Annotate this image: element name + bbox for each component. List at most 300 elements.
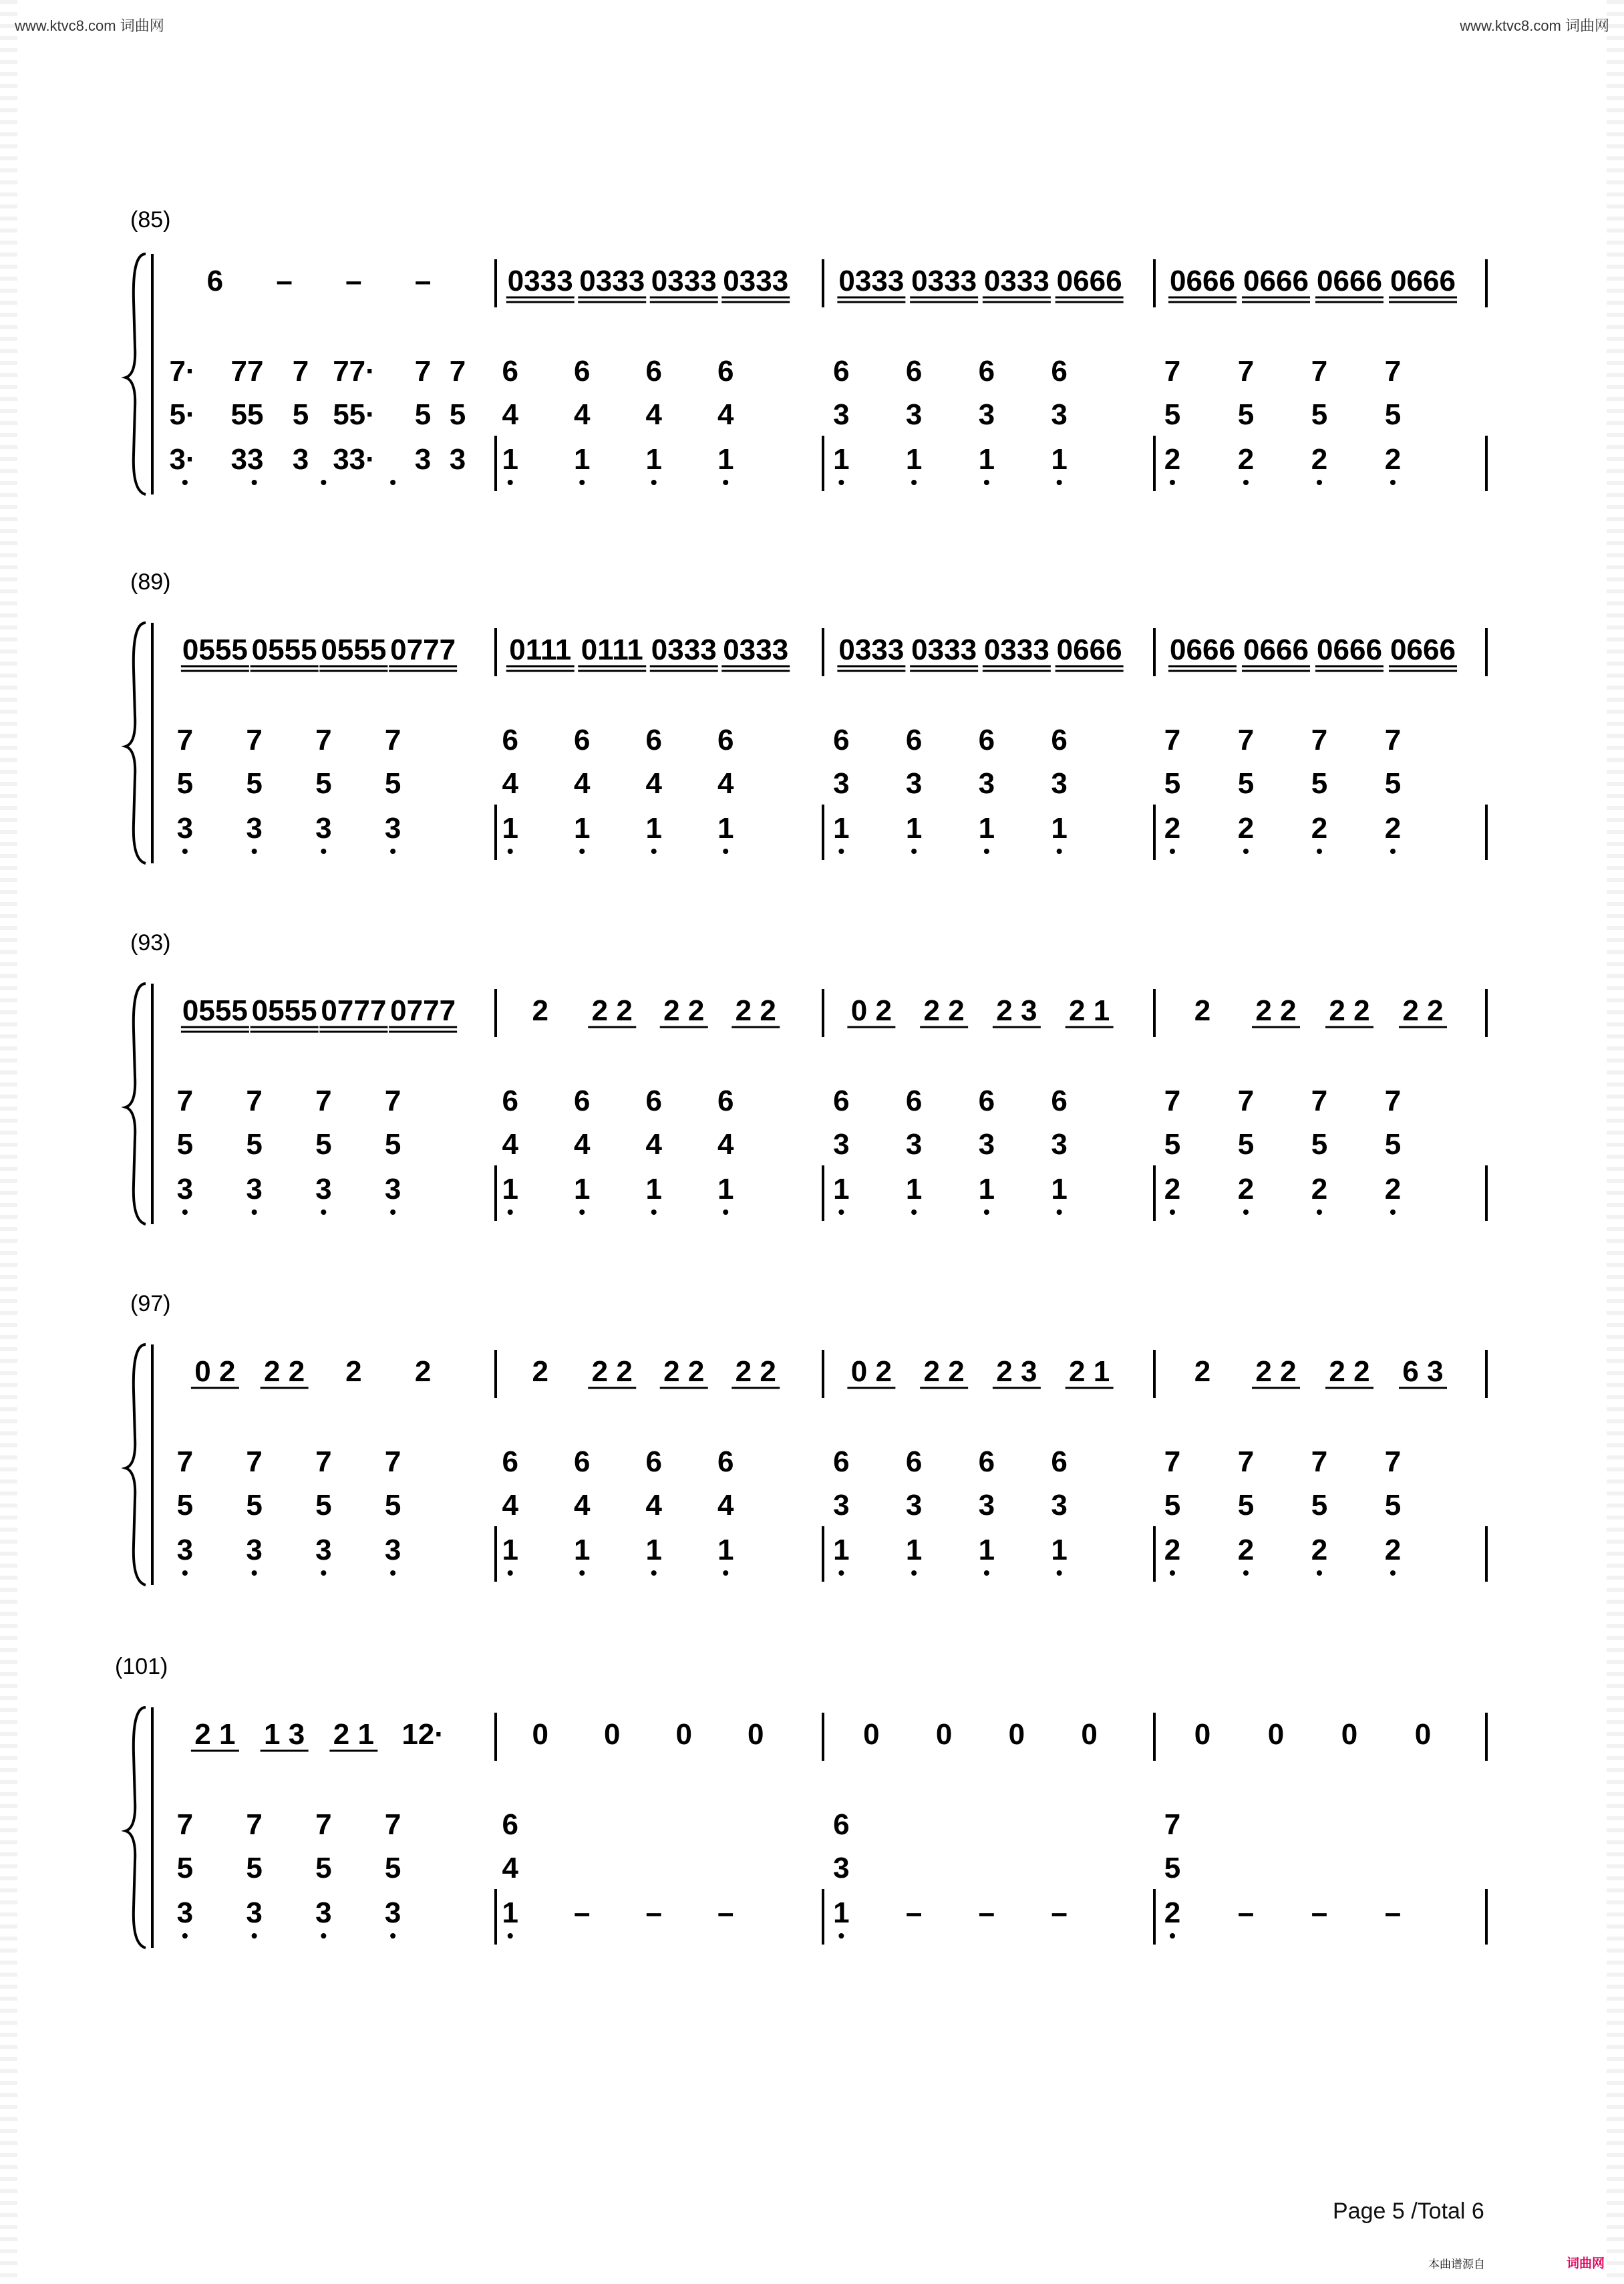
chord-lower: 3 — [384, 812, 401, 845]
octave-dot — [1390, 1570, 1396, 1576]
chord-upper: 7 — [176, 1808, 194, 1841]
chord-upper: 7 — [315, 1445, 332, 1478]
melody-note: 2 2 — [591, 1355, 633, 1388]
melody-note: 0666 — [1317, 633, 1382, 666]
chord-upper: 6 — [502, 355, 518, 388]
page-indicator: Page 5 /Total 6 — [1333, 2198, 1484, 2224]
octave-dot — [838, 1933, 844, 1939]
octave-dot — [390, 1570, 395, 1576]
octave-dot — [252, 1570, 257, 1576]
melody-note: 0111 — [509, 633, 572, 666]
chord-upper: 6 — [833, 355, 850, 388]
chord-lower: 1 — [574, 443, 591, 476]
chord-lower: 3 — [384, 1534, 401, 1566]
octave-dot — [1170, 1933, 1175, 1939]
chord-lower: 3 — [176, 1534, 194, 1566]
chord-upper: 6 — [905, 1445, 923, 1478]
octave-dot — [838, 849, 844, 854]
chord-middle: 5 — [1164, 398, 1181, 431]
melody-note: 0 — [1267, 1718, 1285, 1751]
chord-upper: 7 — [1164, 1808, 1181, 1841]
chord-upper: 6 — [645, 1085, 662, 1117]
chord-upper: 6 — [502, 1808, 518, 1841]
octave-dot — [838, 1570, 844, 1576]
melody-note: 2 — [345, 1355, 362, 1388]
octave-dot — [1057, 1209, 1062, 1215]
chord-middle: 3 — [905, 1128, 923, 1161]
chord-upper: 6 — [574, 355, 591, 388]
chord-lower: 1 — [978, 812, 995, 845]
chord-middle: 5· — [169, 398, 196, 431]
chord-upper: 7 — [292, 355, 309, 388]
measure-number: (101) — [115, 1654, 168, 1679]
melody-note: – — [414, 265, 432, 297]
chord-upper: 7 — [1237, 355, 1255, 388]
octave-dot — [182, 849, 188, 854]
melody-note: – — [345, 265, 362, 297]
chord-lower: – — [978, 1896, 995, 1929]
chord-lower: 1 — [833, 1534, 850, 1566]
chord-upper: 6 — [717, 1085, 734, 1117]
melody-note: 2 2 — [663, 994, 705, 1027]
chord-upper: 6 — [574, 724, 591, 756]
chord-middle: 5 — [1164, 1128, 1181, 1161]
chord-middle: 5 — [1237, 1489, 1255, 1522]
chord-upper: 7 — [246, 1808, 263, 1841]
octave-dot — [579, 1570, 585, 1576]
chord-middle: 5 — [384, 1852, 401, 1884]
chord-upper: 7 — [1384, 1445, 1402, 1478]
octave-dot — [508, 849, 513, 854]
chord-middle: 5 — [315, 1128, 332, 1161]
chord-middle: 3 — [833, 1128, 850, 1161]
system-brace — [126, 623, 146, 863]
chord-lower: 3 — [246, 1896, 263, 1929]
melody-note: 0333 — [579, 265, 645, 297]
chord-upper: 7 — [1311, 355, 1328, 388]
chord-lower: 1 — [502, 1173, 518, 1205]
melody-note: 0333 — [911, 265, 977, 297]
octave-dot — [984, 1209, 989, 1215]
octave-dot — [984, 1570, 989, 1576]
chord-lower: 3 — [246, 812, 263, 845]
chord-upper: 6 — [1051, 1445, 1068, 1478]
chord-upper: 6 — [833, 724, 850, 756]
melody-note: 0333 — [507, 265, 573, 297]
chord-lower: 1 — [1051, 812, 1068, 845]
chord-middle: 4 — [574, 1489, 591, 1522]
chord-upper: 7 — [315, 1808, 332, 1841]
chord-lower: 2 — [1384, 443, 1402, 476]
chord-lower: 2 — [1384, 1534, 1402, 1566]
melody-note: 2 1 — [1069, 1355, 1110, 1388]
chord-lower: 1 — [717, 1173, 734, 1205]
chord-middle: 5 — [292, 398, 309, 431]
chord-upper: 6 — [978, 1445, 995, 1478]
melody-note: 2 — [532, 994, 548, 1027]
melody-note: 0666 — [1317, 265, 1382, 297]
chord-lower: 33 — [230, 443, 264, 476]
melody-note: 0777 — [390, 633, 456, 666]
chord-upper: 7 — [384, 724, 401, 756]
chord-middle: 3 — [978, 1489, 995, 1522]
octave-dot — [984, 480, 989, 485]
chord-middle: 3 — [905, 1489, 923, 1522]
chord-lower: 1 — [905, 1534, 923, 1566]
melody-note: 2 1 — [333, 1718, 374, 1751]
chord-lower: 1 — [502, 812, 518, 845]
source-label: 本曲谱源自 — [1428, 2258, 1485, 2271]
chord-middle: 3 — [978, 398, 995, 431]
octave-dot — [984, 849, 989, 854]
chord-middle: 5 — [176, 1489, 194, 1522]
chord-upper: 6 — [905, 355, 923, 388]
chord-middle: 4 — [645, 767, 662, 800]
chord-lower: – — [1384, 1896, 1402, 1929]
melody-note: 0 — [604, 1718, 621, 1751]
chord-middle: 4 — [574, 767, 591, 800]
melody-note: 0333 — [911, 633, 977, 666]
chord-upper: 7 — [1237, 724, 1255, 756]
chord-middle: 4 — [574, 398, 591, 431]
octave-dot — [651, 480, 657, 485]
chord-upper: 6 — [833, 1808, 850, 1841]
melody-note: – — [276, 265, 293, 297]
octave-dot — [508, 1570, 513, 1576]
octave-dot — [911, 480, 917, 485]
chord-middle: 4 — [502, 767, 518, 800]
octave-dot — [1317, 1209, 1322, 1215]
chord-middle: 4 — [717, 767, 734, 800]
chord-lower: 3 — [315, 812, 332, 845]
chord-upper: 6 — [1051, 1085, 1068, 1117]
chord-lower: 1 — [502, 1896, 518, 1929]
chord-middle: 5 — [246, 1852, 263, 1884]
melody-note: 2 — [414, 1355, 432, 1388]
octave-dot — [390, 1933, 395, 1939]
chord-lower: 3 — [449, 443, 466, 476]
chord-middle: 5 — [176, 1852, 194, 1884]
octave-dot — [390, 1209, 395, 1215]
chord-lower: 3 — [384, 1173, 401, 1205]
octave-dot — [1170, 1570, 1175, 1576]
chord-lower: 1 — [717, 812, 734, 845]
chord-lower: – — [574, 1896, 591, 1929]
chord-upper: 7 — [1164, 1445, 1181, 1478]
chord-lower: 2 — [1237, 1173, 1255, 1205]
chord-middle: 4 — [502, 1489, 518, 1522]
melody-note: 0333 — [723, 265, 789, 297]
chord-middle: 4 — [717, 1128, 734, 1161]
header-watermark-right: www.ktvc8.com 词曲网 — [1460, 17, 1609, 34]
chord-upper: 7 — [384, 1808, 401, 1841]
chord-lower: – — [717, 1896, 734, 1929]
chord-middle: 5 — [384, 1489, 401, 1522]
chord-upper: 6 — [833, 1445, 850, 1478]
chord-lower: 2 — [1164, 812, 1181, 845]
chord-lower: 2 — [1164, 1534, 1181, 1566]
chord-middle: 3 — [1051, 1489, 1068, 1522]
melody-note: 0 — [748, 1718, 764, 1751]
melody-note: 1 3 — [264, 1718, 305, 1751]
chord-lower: 1 — [1051, 1534, 1068, 1566]
chord-middle: 5 — [1164, 1489, 1181, 1522]
chord-middle: 3 — [833, 1489, 850, 1522]
chord-lower: 3· — [169, 443, 196, 476]
chord-middle: 5 — [1237, 767, 1255, 800]
chord-middle: 4 — [645, 1489, 662, 1522]
melody-note: 2 2 — [1329, 1355, 1370, 1388]
octave-dot — [579, 480, 585, 485]
chord-upper: 6 — [574, 1085, 591, 1117]
octave-dot — [252, 1933, 257, 1939]
chord-upper: 6 — [1051, 355, 1068, 388]
chord-middle: 4 — [502, 398, 518, 431]
melody-note: 0 2 — [194, 1355, 236, 1388]
chord-lower: 1 — [717, 1534, 734, 1566]
octave-dot — [252, 849, 257, 854]
octave-dot — [723, 1209, 728, 1215]
octave-dot — [508, 480, 513, 485]
chord-middle: 5 — [1164, 767, 1181, 800]
chord-lower: 1 — [1051, 443, 1068, 476]
chord-upper: 7 — [1164, 1085, 1181, 1117]
chord-upper: 7 — [414, 355, 432, 388]
chord-lower: 1 — [574, 1173, 591, 1205]
chord-lower: 1 — [645, 443, 662, 476]
chord-middle: 5 — [1311, 1489, 1328, 1522]
chord-lower: 3 — [176, 1896, 194, 1929]
chord-upper: 6 — [717, 1445, 734, 1478]
melody-note: 0 — [1008, 1718, 1025, 1751]
melody-note: 0666 — [1243, 265, 1309, 297]
melody-note: 0555 — [251, 994, 317, 1027]
melody-note: 0333 — [838, 633, 905, 666]
chord-lower: 2 — [1164, 1173, 1181, 1205]
chord-lower: 2 — [1311, 1534, 1328, 1566]
melody-note: 2 2 — [923, 1355, 965, 1388]
melody-note: 0 — [1414, 1718, 1432, 1751]
chord-lower: 2 — [1164, 443, 1181, 476]
melody-note: 0 — [1081, 1718, 1098, 1751]
chord-upper: 7 — [176, 1445, 194, 1478]
chord-lower: – — [645, 1896, 662, 1929]
chord-upper: 6 — [978, 355, 995, 388]
chord-lower: 2 — [1311, 1173, 1328, 1205]
octave-dot — [838, 480, 844, 485]
melody-note: 0333 — [651, 265, 717, 297]
chord-middle: 5 — [384, 767, 401, 800]
octave-dot — [1057, 480, 1062, 485]
octave-dot — [1243, 849, 1249, 854]
measure-number: (93) — [130, 930, 171, 956]
octave-dot — [321, 1933, 326, 1939]
octave-dot — [723, 849, 728, 854]
chord-middle: 3 — [833, 767, 850, 800]
octave-dot — [651, 1209, 657, 1215]
octave-dot — [508, 1933, 513, 1939]
chord-middle: 5 — [449, 398, 466, 431]
chord-lower: 2 — [1237, 1534, 1255, 1566]
chord-upper: 7 — [1237, 1445, 1255, 1478]
melody-note: 2 1 — [1069, 994, 1110, 1027]
chord-middle: 5 — [1237, 1128, 1255, 1161]
chord-upper: 7 — [176, 724, 194, 756]
chord-middle: 5 — [1384, 1489, 1402, 1522]
octave-dot — [911, 849, 917, 854]
chord-middle: 5 — [246, 1128, 263, 1161]
chord-lower: 3 — [292, 443, 309, 476]
octave-dot — [182, 1570, 188, 1576]
melody-note: 0 — [532, 1718, 548, 1751]
melody-note: 2 2 — [1255, 994, 1297, 1027]
chord-lower: 3 — [414, 443, 432, 476]
octave-dot — [1390, 480, 1396, 485]
chord-upper: 77 — [230, 355, 264, 388]
chord-lower: – — [1051, 1896, 1068, 1929]
octave-dot — [1243, 1570, 1249, 1576]
chord-lower: 33· — [333, 443, 375, 476]
octave-dot — [1170, 1209, 1175, 1215]
melody-note: 0666 — [1390, 633, 1456, 666]
chord-upper: 7 — [246, 1085, 263, 1117]
chord-upper: 6 — [1051, 724, 1068, 756]
chord-lower: – — [905, 1896, 923, 1929]
chord-lower: – — [1237, 1896, 1255, 1929]
octave-dot — [321, 849, 326, 854]
octave-dot — [252, 1209, 257, 1215]
melody-note: 0 — [863, 1718, 880, 1751]
chord-upper: 6 — [833, 1085, 850, 1117]
chord-middle: 3 — [1051, 1128, 1068, 1161]
octave-dot — [1057, 849, 1062, 854]
octave-dot — [1243, 480, 1249, 485]
chord-lower: 1 — [645, 1173, 662, 1205]
melody-note: 2 2 — [735, 994, 776, 1027]
chord-upper: 6 — [905, 1085, 923, 1117]
melody-note: 0666 — [1170, 265, 1235, 297]
chord-lower: 1 — [574, 1534, 591, 1566]
melody-note: 2 1 — [194, 1718, 236, 1751]
octave-dot — [838, 1209, 844, 1215]
chord-upper: 7 — [1311, 1445, 1328, 1478]
chord-upper: 6 — [645, 355, 662, 388]
chord-lower: 3 — [246, 1534, 263, 1566]
chord-middle: 55 — [230, 398, 264, 431]
chord-middle: 4 — [717, 398, 734, 431]
chord-lower: 1 — [905, 443, 923, 476]
chord-lower: 1 — [978, 443, 995, 476]
octave-dot — [579, 849, 585, 854]
melody-note: 2 2 — [1402, 994, 1444, 1027]
melody-note: 0666 — [1170, 633, 1235, 666]
melody-note: 0777 — [390, 994, 456, 1027]
melody-note: 0 2 — [850, 1355, 892, 1388]
melody-note: 6 — [206, 265, 224, 297]
chord-lower: 3 — [315, 1534, 332, 1566]
chord-lower: 2 — [1384, 1173, 1402, 1205]
melody-note: 0666 — [1056, 633, 1122, 666]
chord-upper: 6 — [502, 724, 518, 756]
chord-lower: 1 — [574, 812, 591, 845]
chord-middle: 5 — [414, 398, 432, 431]
chord-middle: 3 — [978, 767, 995, 800]
octave-dot — [1390, 849, 1396, 854]
octave-dot — [911, 1570, 917, 1576]
chord-lower: 1 — [905, 812, 923, 845]
chord-upper: 7 — [176, 1085, 194, 1117]
octave-dot — [651, 849, 657, 854]
chord-middle: 3 — [1051, 767, 1068, 800]
melody-note: 0666 — [1056, 265, 1122, 297]
melody-note: 2 2 — [591, 994, 633, 1027]
chord-upper: 6 — [645, 724, 662, 756]
chord-middle: 5 — [1311, 767, 1328, 800]
measure-number: (89) — [130, 569, 171, 595]
octave-dot — [579, 1209, 585, 1215]
site-logo: 词曲网 — [1567, 2257, 1605, 2271]
chord-middle: 5 — [1384, 767, 1402, 800]
chord-middle: 55· — [333, 398, 375, 431]
chord-lower: – — [1311, 1896, 1328, 1929]
octave-dot — [911, 1209, 917, 1215]
chord-upper: 6 — [645, 1445, 662, 1478]
melody-note: 2 2 — [264, 1355, 305, 1388]
chord-lower: 1 — [645, 812, 662, 845]
chord-upper: 7 — [246, 724, 263, 756]
melody-note: 0111 — [581, 633, 643, 666]
chord-lower: 1 — [833, 443, 850, 476]
melody-note: 2 — [532, 1355, 548, 1388]
melody-note: 0333 — [723, 633, 789, 666]
chord-lower: 2 — [1237, 443, 1255, 476]
chord-middle: 3 — [978, 1128, 995, 1161]
chord-lower: 3 — [176, 1173, 194, 1205]
melody-note: 0555 — [321, 633, 387, 666]
chord-middle: 5 — [1311, 398, 1328, 431]
melody-note: 2 2 — [1255, 1355, 1297, 1388]
chord-upper: 7 — [1164, 355, 1181, 388]
chord-upper: 77· — [333, 355, 375, 388]
chord-lower: 1 — [833, 812, 850, 845]
melody-note: 2 2 — [1329, 994, 1370, 1027]
chord-middle: 5 — [384, 1128, 401, 1161]
chord-lower: 3 — [315, 1173, 332, 1205]
chord-upper: 7 — [1311, 1085, 1328, 1117]
system-brace — [126, 1344, 146, 1585]
octave-dot — [1170, 849, 1175, 854]
melody-note: 0666 — [1243, 633, 1309, 666]
chord-middle: 5 — [315, 767, 332, 800]
octave-dot — [390, 480, 395, 485]
octave-dot — [1317, 480, 1322, 485]
melody-note: 0 — [935, 1718, 953, 1751]
chord-middle: 4 — [574, 1128, 591, 1161]
chord-lower: 2 — [1237, 812, 1255, 845]
chord-upper: 6 — [717, 724, 734, 756]
chord-lower: 2 — [1311, 443, 1328, 476]
measure-number: (97) — [130, 1291, 171, 1316]
chord-upper: 7 — [315, 1085, 332, 1117]
chord-middle: 4 — [502, 1128, 518, 1161]
melody-note: 0555 — [251, 633, 317, 666]
chord-upper: 6 — [978, 724, 995, 756]
chord-upper: 7 — [1384, 355, 1402, 388]
octave-dot — [321, 480, 326, 485]
chord-upper: 7 — [384, 1085, 401, 1117]
chord-upper: 7 — [449, 355, 466, 388]
chord-middle: 4 — [717, 1489, 734, 1522]
